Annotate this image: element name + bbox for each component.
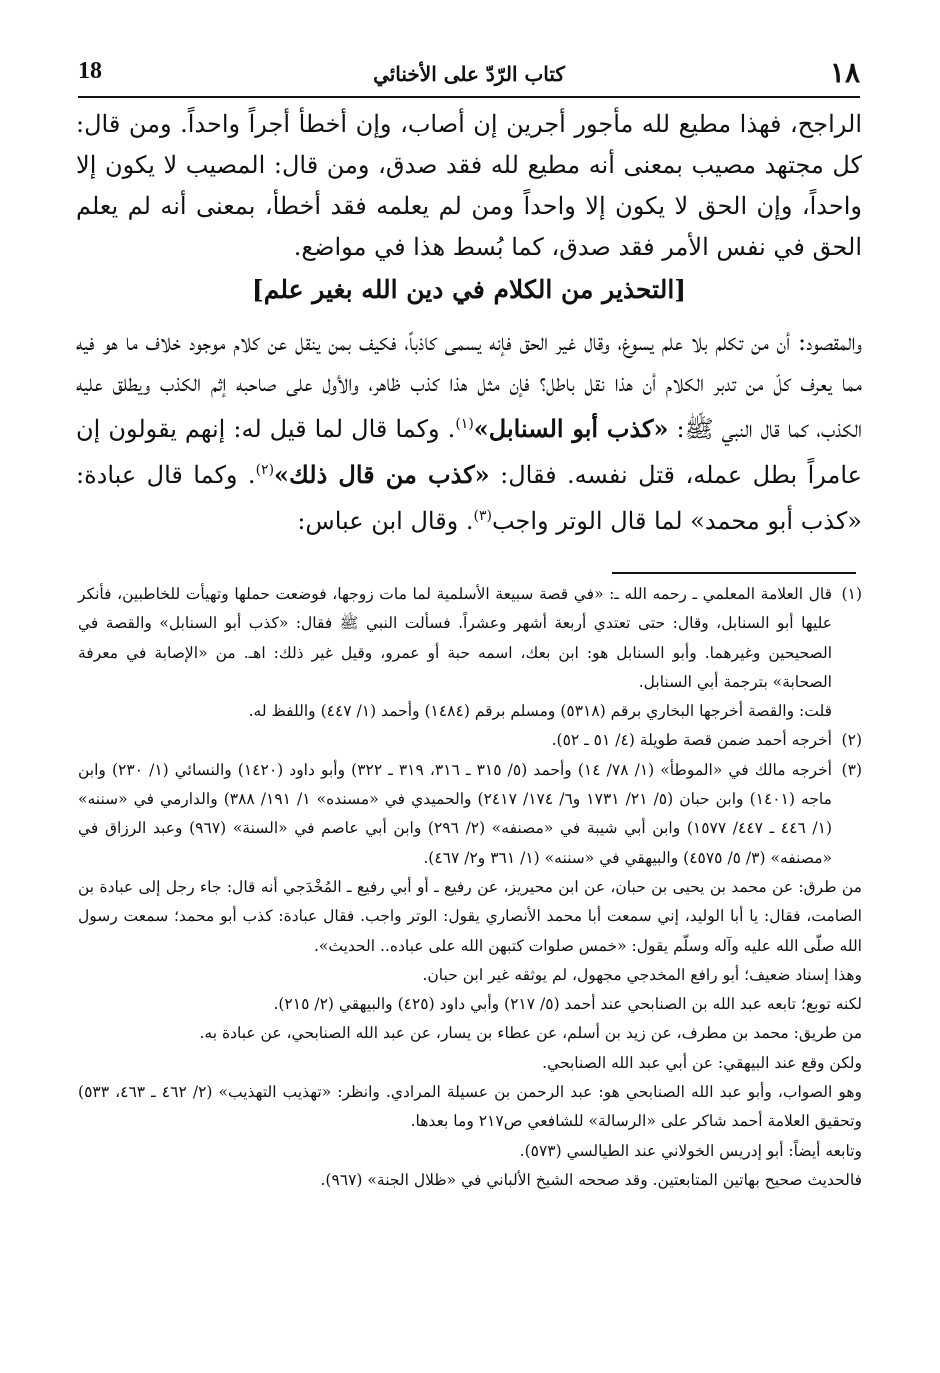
paragraph-2-part-4: . وقال ابن عباس: <box>297 507 474 535</box>
footnote-3-line: فالحديث صحيح بهاتين المتابعتين. وقد صححه الشيخ الألباني في «ظلال الجنة» (٩٦٧). <box>320 1170 862 1189</box>
footnote-3-line: وهو الصواب، وأبو عبد الله الصنابحي هو: عبد الرحمن بن عسيلة المرادي. وانظر: «تهذيب التهذيب» (٢/ ٤٦٢ ـ ٤٦٣، ٥٣٣) وتحقيق العلامة أحمد شاكر على «الرسالة» للشافعي ص٢١٧ وما بعدها. <box>78 1083 862 1131</box>
section-heading: [التحذير من الكلام في دين الله بغير علم] <box>251 275 687 304</box>
paragraph-1-block <box>76 104 862 268</box>
footnote-2-mark: (٢) <box>841 731 862 750</box>
footnote-3-line: ولكن وقع عند البيهقي: عن أبي عبد الله الصنابحي. <box>542 1053 862 1072</box>
footnote-3-line: لكنه توبع؛ تابعه عبد الله بن الصنابحي عند أحمد (٥/ ٢١٧) وأبي داود (٤٢٥) والبيهقي (٢/ ٢١٥). <box>273 995 862 1014</box>
footnote-ref-1[interactable]: (١) <box>455 416 474 432</box>
footnote-2 <box>78 726 862 755</box>
paragraph-2-part-1: والمقصود: أن من تكلم بلا علم يسوغ، وقال غير الحق فإنه يسمى كاذباً، فكيف بمن ينقل عن كلام موجود خلاف ما هو فيه مما يعرف كلّ من تدبر الكلام أن هذا نقل باطل؟ فإن مثل هذا كذب ظاهر، والأول على صاحبه إثم الكذب ويطلق عليه الكذب، كما قال النبي ﷺ: <box>76 328 863 443</box>
footnote-1 <box>78 580 862 726</box>
quote-2: «كذب من قال ذلك» <box>274 460 490 489</box>
paragraph-2-block <box>76 322 862 542</box>
page-number-latin: 18 <box>78 58 102 84</box>
footnote-1-note: قلت: والقصة أخرجها البخاري برقم (٥٣١٨) ومسلم برقم (١٤٨٤) وأحمد (١/ ٤٤٧) واللفظ له. <box>248 702 832 721</box>
footnote-3-mark: (٣) <box>841 760 862 779</box>
footnote-3-line: وهذا إسناد ضعيف؛ أبو رافع المخدجي مجهول، لم يوثقه غير ابن حبان. <box>422 965 862 984</box>
footnote-separator <box>612 572 856 574</box>
running-title: كتاب الرّدّ على الأخنائي <box>373 62 565 86</box>
page-header <box>78 52 860 94</box>
footnote-3 <box>78 756 862 873</box>
footnotes <box>78 580 862 1195</box>
paragraph-2-part-2: . وكما قال لما قيل له: إنهم يقولون إن عامراً بطل عمله، قتل نفسه. فقال: <box>76 415 862 489</box>
footnote-1-mark: (١) <box>841 585 862 603</box>
footnote-3-line: وتابعه أيضاً: أبو إدريس الخولاني عند الطيالسي (٥٧٣). <box>519 1141 862 1160</box>
footnote-ref-2[interactable]: (٢) <box>255 462 275 478</box>
footnote-3-line: من طريق: محمد بن مطرف، عن زيد بن أسلم، عن عطاء بن يسار، عن عبد الله الصنابحي، عن عبادة به. <box>199 1024 862 1043</box>
footnote-3-line: من طرق: عن محمد بن يحيى بن حبان، عن ابن محيريز، عن رفيع ـ أو أبي رفيع ـ المُخْدَجي أنه قال: جاء رجل إلى عبادة بن الصامت، فقال: يا أبا الوليد، إني سمعت أبا محمد الأنصاري يقول: الوتر واجب. فقال عبادة: كذب أبو محمد؛ سمعت رسول الله صلّى الله عليه وآله وسلّم يقول: «خمس صلوات كتبهن الله على عباده.. الحديث». <box>78 877 862 955</box>
footnote-3-text: أخرجه مالك في «الموطأ» (١/ ٧٨/ ١٤) وأحمد (٥/ ٣١٥ ـ ٣١٦، ٣١٩ ـ ٣٢٢) وأبو داود (١٤٢٠) والنسائي (١/ ٢٣٠) وابن ماجه (١٤٠١) وابن حبان (٥/ ٢١/ ١٧٣١ و٦/ ١٧٤/ ٢٤١٧) والحميدي في «مسنده» ١/ ١٩١/ ٣٨٨) والدارمي في «سننه» (١/ ٤٤٦ ـ ٤٤٧/ ١٥٧٧) وابن أبي شيبة في «مصنفه» (٢/ ٢٩٦) وابن أبي عاصم في «السنة» (٩٦٧) وعبد الرزاق في «مصنفه» (٣/ ٥/ ٤٥٧٥) والبيهقي في «سننه» (١/ ٣٦١ و٢/ ٤٦٧). <box>78 760 833 867</box>
quote-1: «كذب أبو السنابل» <box>473 414 669 443</box>
paragraph-1: الراجح، فهذا مطيع لله مأجور أجرين إن أصاب، وإن أخطأ أجراً واحداً. ومن قال: كل مجتهد مصيب بمعنى أنه مطيع لله فقد صدق، ومن قال: المصيب لا يكون إلا واحداً، وإن الحق لا يكون إلا واحداً ومن لم يعلمه فقد أخطأ، بمعنى أنه لم يعلم الحق في نفس الأمر فقد صدق، كما بُسط هذا في مواضع. <box>76 110 862 261</box>
paragraph-2-part-3: . وكما قال عبادة: «كذب أبو محمد» لما قال الوتر واجب <box>76 461 862 535</box>
footnote-ref-3[interactable]: (٣) <box>473 508 492 524</box>
footnote-2-text: أخرجه أحمد ضمن قصة طويلة (٤/ ٥١ ـ ٥٢). <box>551 731 832 750</box>
page-number-arabic: ١٨ <box>829 56 860 89</box>
header-rule <box>78 96 860 98</box>
paragraph-2 <box>76 322 862 542</box>
footnote-1-text: قال العلامة المعلمي ـ رحمه الله ـ: «في قصة سبيعة الأسلمية لما مات زوجها، فوضعت حملها وتهيأت للخاطبين، فأنكر عليها أبو السنابل، وقال: حتى تعتدي أربعة أشهر وعشراً. فسألت النبي ﷺ فقال: «كذب أبو السنابل» والقصة في الصحيحين وغيرهما. وأبو السنابل هو: ابن بعك، اسمه حبة أو عمرو، وقيل غير ذلك: اهـ. من «الإصابة في معرفة الصحابة» بترجمة أبي السنابل. <box>78 585 832 691</box>
